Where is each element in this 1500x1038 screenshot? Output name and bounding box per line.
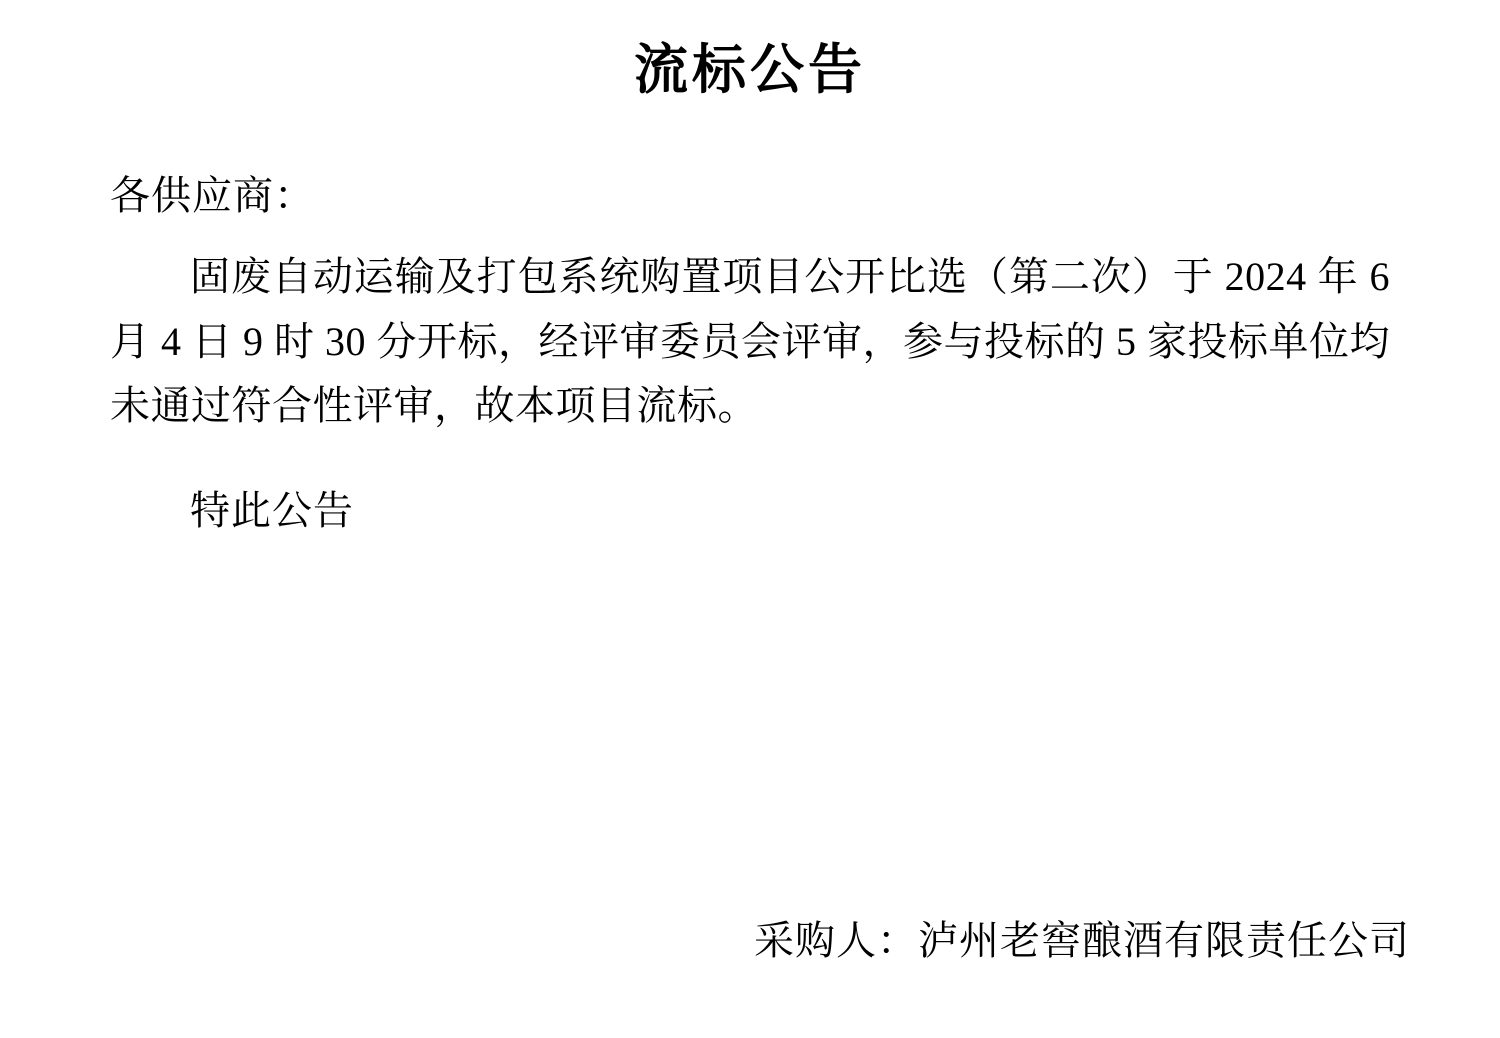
document-page	[0, 38, 1500, 1038]
body-paragraph: 固废自动运输及打包系统购置项目公开比选（第二次）于 2024 年 6 月 4 日 9 时 30 分开标，经评审委员会评审，参与投标的 5 家投标单位均未通过符合性评审，故本项目流标。	[110, 253, 1390, 429]
page-title: 流标公告	[634, 40, 866, 100]
signature-purchaser: 采购人：泸州老窖酿酒有限责任公司	[754, 918, 1410, 963]
document-body	[100, 165, 1400, 543]
salutation-line: 各供应商：	[110, 172, 315, 218]
closing-line: 特此公告	[190, 488, 354, 534]
